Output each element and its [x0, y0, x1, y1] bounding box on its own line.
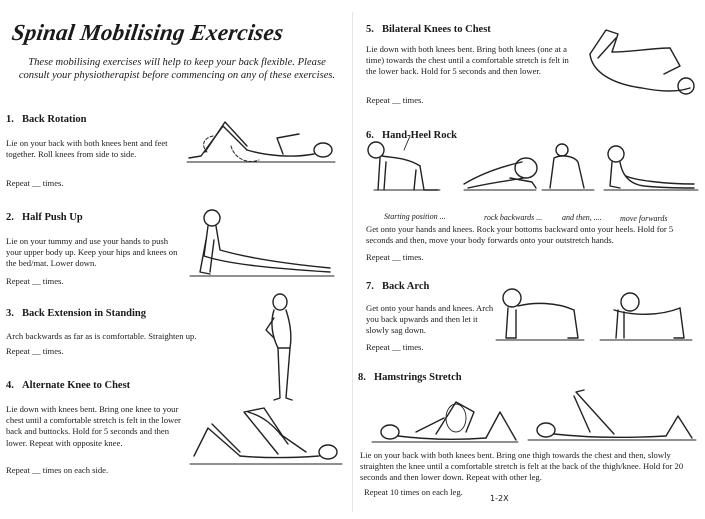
exercise-2-description: Lie on your tummy and use your hands to push your upper body up. Keep your hips and knees on the bed/mat. Lower down. [6, 236, 178, 269]
caption-move-forwards: move forwards [620, 214, 668, 223]
page-title: Spinal Mobilising Exercises [10, 20, 286, 45]
exercise-7-number: 7. [366, 281, 374, 292]
exercise-4-repeat: Repeat __ times on each side. [6, 465, 109, 475]
exercise-6-description: Get onto your hands and knees. Rock your bottoms backward onto your heels. Hold for 5 seconds and then, move your body forwards onto your outstretch hands. [366, 224, 674, 246]
exercise-2-heading [6, 212, 83, 223]
back-arch-illustrations [494, 280, 694, 346]
exercise-8-name: Hamstrings Stretch [374, 372, 462, 383]
exercise-3-description: Arch backwards as far as is comfortable. Straighten up. [6, 331, 197, 341]
intro-text: These mobilising exercises will help to keep your back flexible. Please consult your physiotherapist before commencing on any of these exercises. [18, 57, 336, 81]
exercise-5-number: 5. [366, 24, 374, 35]
exercise-3-number: 3. [6, 308, 14, 319]
exercise-1-name: Back Rotation [22, 114, 87, 125]
caption-starting-position: Starting position ... [384, 212, 446, 221]
exercise-8-number: 8. [358, 372, 366, 383]
half-push-up-illustration [188, 206, 338, 282]
exercise-6-number: 6. [366, 130, 374, 141]
exercise-3-repeat: Repeat __ times. [6, 346, 64, 356]
exercise-5-repeat: Repeat __ times. [366, 95, 424, 105]
exercise-1-number: 1. [6, 114, 14, 125]
exercise-8-heading [358, 372, 462, 383]
knee-to-chest-illustration [188, 398, 346, 470]
hand-heel-rock-illustrations [364, 128, 700, 208]
exercise-7-heading [366, 281, 429, 292]
back-extension-illustration [260, 292, 310, 404]
exercise-5-heading [366, 24, 491, 35]
exercise-1-heading [6, 114, 86, 125]
exercise-2-number: 2. [6, 212, 14, 223]
caption-rock-backwards: rock backwards ... [484, 213, 543, 222]
exercise-1-description: Lie on your back with both knees bent and feet together. Roll knees from side to side. [6, 138, 168, 160]
exercise-5-name: Bilateral Knees to Chest [382, 24, 491, 35]
handwritten-frequency-note: 1-2X [490, 494, 509, 503]
hamstrings-stretch-illustrations [370, 388, 700, 448]
exercise-8-description: Lie on your back with both knees bent. Bring one thigh towards the chest and then, slowly straighten the knee until a comfortable stretch is felt at the back of the thigh/knee. Hold for 20 seconds and then lower down. Repeat with other leg. [360, 450, 684, 483]
exercise-7-name: Back Arch [382, 281, 430, 292]
exercise-8-repeat: Repeat 10 times on each leg. [364, 487, 463, 497]
caption-and-then: and then, .... [562, 213, 602, 222]
exercise-7-description: Get onto your hands and knees. Arch you back upwards and then let it slowly sag down. [366, 303, 494, 336]
back-rotation-illustration [183, 116, 343, 174]
exercise-4-description: Lie down with knees bent. Bring one knee to your chest until a comfortable stretch is felt in the lower back and buttocks. Hold for 5 seconds and then lower. Repeat with opposite knee. [6, 404, 181, 448]
exercise-4-name: Alternate Knee to Chest [22, 380, 131, 391]
exercise-7-repeat: Repeat __ times. [366, 342, 424, 352]
exercise-6-name: Hand-Heel Rock [382, 130, 457, 141]
exercise-3-heading [6, 308, 146, 319]
exercise-1-repeat: Repeat __ times. [6, 178, 64, 188]
exercise-2-repeat: Repeat __ times. [6, 276, 64, 286]
exercise-5-description: Lie down with both knees bent. Bring both knees (one at a time) towards the chest until a comfortable stretch is felt in the lower back. Hold for 5 seconds and then lower. [366, 44, 569, 77]
exercise-6-repeat: Repeat __ times. [366, 252, 424, 262]
exercise-3-name: Back Extension in Standing [22, 308, 147, 319]
exercise-4-heading [6, 380, 130, 391]
bilateral-knees-illustration [582, 22, 700, 102]
column-divider [352, 12, 353, 512]
exercise-4-number: 4. [6, 380, 14, 391]
exercise-2-name: Half Push Up [22, 212, 83, 223]
